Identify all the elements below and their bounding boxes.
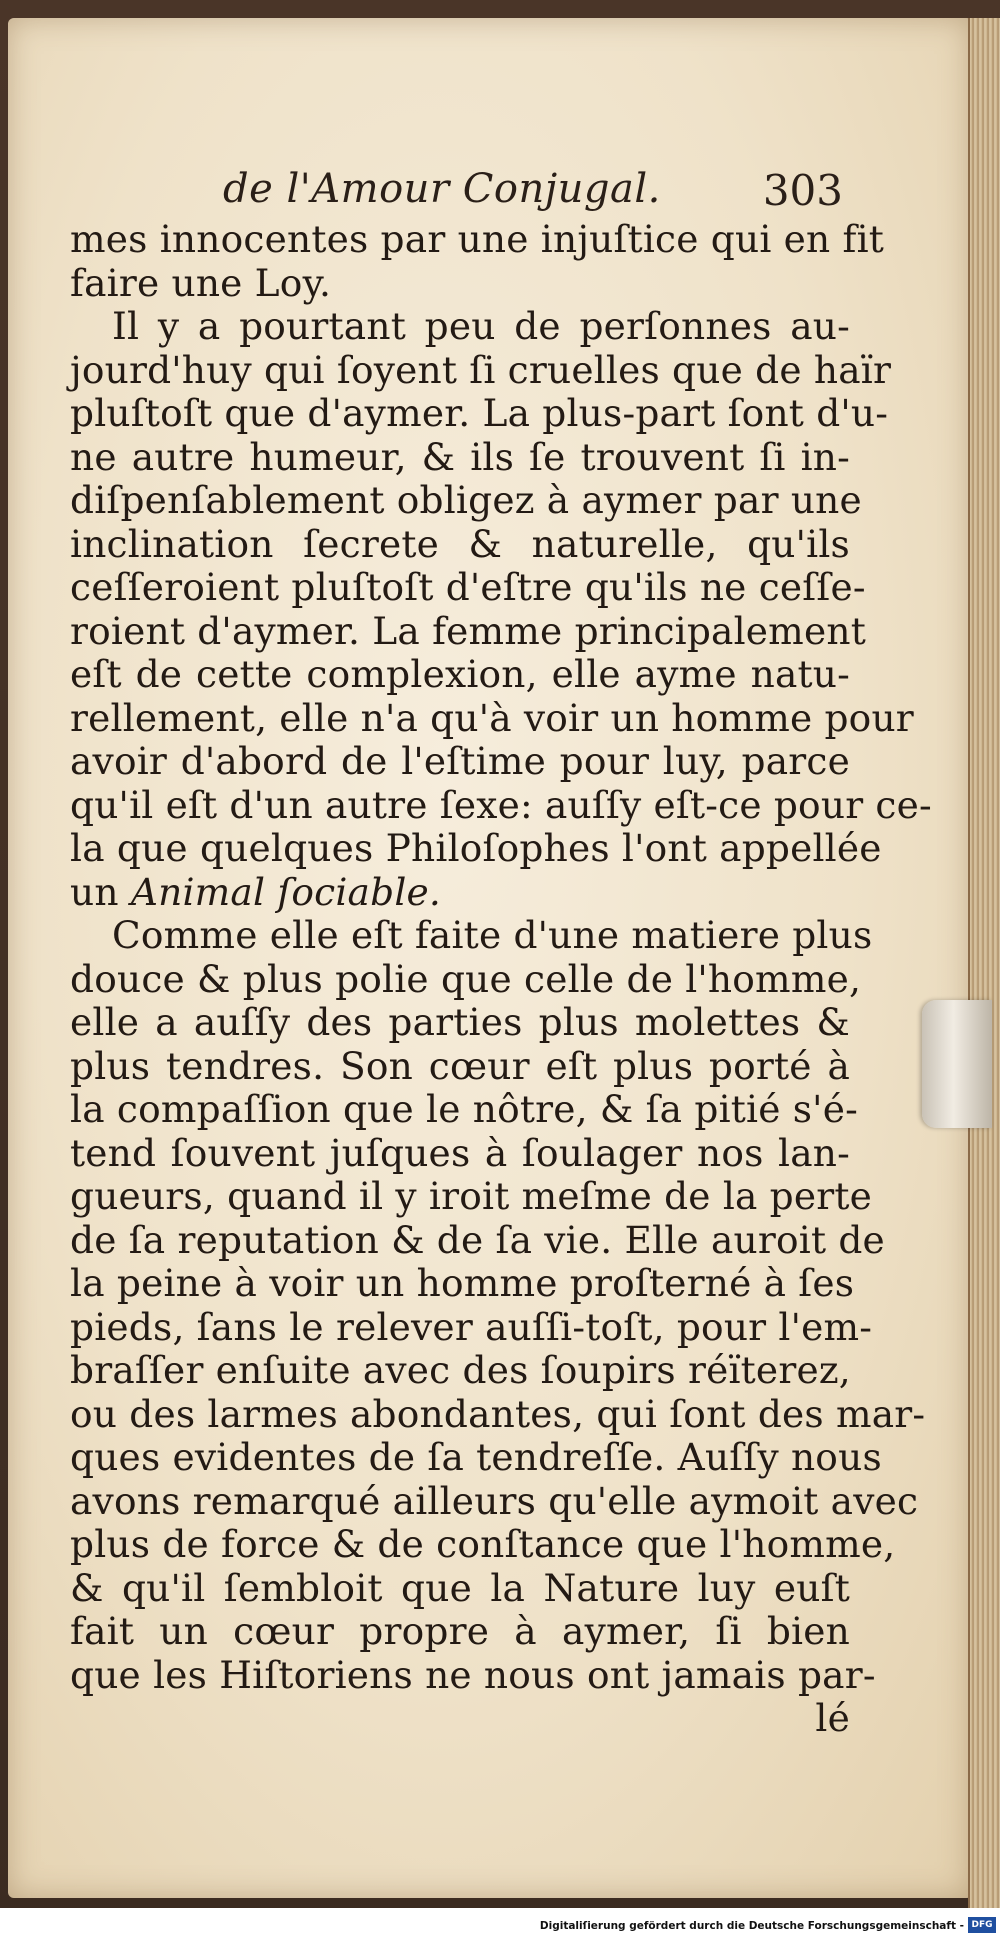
text-line: eſt de cette complexion, elle ayme natu-: [70, 652, 850, 696]
text-line: qu'il eſt d'un autre ſexe: auſſy eſt-ce pour ce-: [70, 782, 932, 827]
text-line: elle a auſſy des parties plus molettes &: [70, 1000, 850, 1044]
running-title: de l'Amour Conjugal.: [223, 166, 661, 212]
text-line: Il y a pourtant peu de perſonnes au-: [112, 304, 850, 348]
text-line: avons remarqué ailleurs qu'elle aymoit avec: [70, 1478, 919, 1523]
italic-phrase: Animal ſociable.: [130, 869, 442, 914]
text-line: la peine à voir un homme proſterné à ſes: [70, 1261, 855, 1305]
text-line: diſpenſablement obligez à aymer par une: [70, 478, 862, 522]
text-line: ou des larmes abondantes, qui ſont des mar-: [70, 1391, 926, 1436]
text-line: jourd'huy qui ſoyent ſi cruelles que de haïr: [70, 347, 892, 392]
text-line: ques evidentes de ſa tendreſſe. Auſſy nous: [70, 1435, 882, 1479]
text-line: ceſſeroient pluſtoſt d'eſtre qu'ils ne ceſſe-: [70, 565, 866, 609]
text-line: pluſtoſt que d'aymer. La plus-part ſont d'u-: [70, 391, 889, 435]
text-line: rellement, elle n'a qu'à voir un homme pour: [70, 695, 914, 740]
text-line: & qu'il ſembloit que la Nature luy euſt: [70, 1565, 850, 1610]
text-line: ne autre humeur, & ils ſe trouvent ſi in-: [70, 434, 850, 479]
text-line: gueurs, quand il y iroit meſme de la perte: [70, 1174, 873, 1218]
text-line: la compaſſion que le nôtre, & ſa pitié s'é-: [70, 1087, 858, 1131]
text-line: faire une Loy.: [70, 260, 332, 305]
page-clip: [922, 1000, 992, 1128]
text-line: mes innocentes par une injuſtice qui en fit: [70, 217, 885, 261]
text-line: pieds, ſans le relever auſſi-toſt, pour l'em-: [70, 1304, 873, 1349]
digitization-footer: [0, 1908, 1000, 1945]
text-line: plus tendres. Son cœur eſt plus porté à: [70, 1043, 850, 1088]
text-line: de ſa reputation & de ſa vie. Elle auroit de: [70, 1217, 885, 1262]
text-line: tend ſouvent juſques à ſoulager nos lan-: [70, 1130, 850, 1175]
text-line: [70, 871, 850, 915]
book-page: [8, 18, 970, 1898]
page-edges: [968, 18, 1000, 1908]
page-number: 303: [762, 166, 843, 215]
text-line: douce & plus polie que celle de l'homme,: [70, 956, 862, 1001]
text-line: la que quelques Philoſophes l'ont appellée: [70, 826, 882, 870]
text-fragment: un: [70, 869, 119, 914]
text-line: que les Hiſtoriens ne nous ont jamais par-: [70, 1652, 876, 1697]
text-line: fait un cœur propre à aymer, ſi bien: [70, 1609, 850, 1653]
text-line: inclination ſecrete & naturelle, qu'ils: [70, 521, 850, 566]
text-line: avoir d'abord de l'eſtime pour luy, parce: [70, 739, 850, 783]
catchword: lé: [815, 1696, 850, 1740]
text-line: braſſer enſuite avec des ſoupirs réïterez,: [70, 1348, 851, 1392]
text-line: plus de force & de conſtance que l'homme,: [70, 1522, 896, 1566]
text-line: roient d'aymer. La femme principalement: [70, 608, 866, 653]
dfg-logo-icon: DFG: [968, 1917, 996, 1933]
text-line: Comme elle eſt faite d'une matiere plus: [112, 913, 873, 957]
funding-credit: Digitaliſierung gefördert durch die Deutsche Forschungsgemeinschaft -: [539, 1920, 964, 1932]
body-text: [70, 217, 932, 1741]
